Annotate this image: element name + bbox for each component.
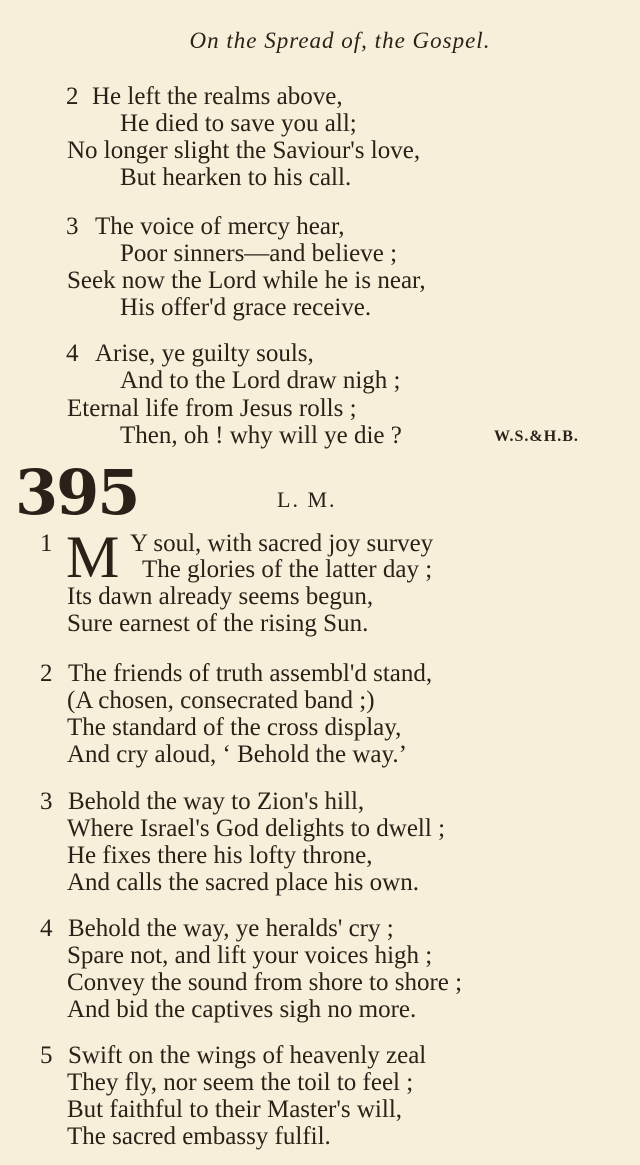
hymn-number: 395 [15,456,139,529]
stanza-number: 3 [66,213,79,240]
verse-line: Eternal life from Jesus rolls ; [67,395,357,422]
stanza-number: 5 [40,1042,53,1069]
verse-line: The standard of the cross display, [67,714,402,741]
verse-line: They fly, nor seem the toil to feel ; [67,1069,414,1096]
author-attribution: W.S.&H.B. [494,428,579,445]
verse-line: Behold the way to Zion's hill, [68,788,365,815]
stanza-number: 4 [40,915,53,942]
verse-line: Seek now the Lord while he is near, [67,267,426,294]
verse-line: Convey the sound from shore to shore ; [67,969,463,996]
verse-line: Poor sinners—and believe ; [120,240,398,267]
verse-line: And to the Lord draw nigh ; [120,367,401,394]
verse-line: The friends of truth assembl'd stand, [68,660,433,687]
verse-line: Where Israel's God delights to dwell ; [67,815,446,842]
verse-line: He fixes there his lofty throne, [67,842,373,869]
verse-line: His offer'd grace receive. [120,294,372,321]
verse-line: Then, oh ! why will ye die ? [120,422,402,449]
verse-line: He left the realms above, [92,83,343,110]
drop-cap: M [66,524,120,590]
verse-line: The glories of the latter day ; [142,556,433,583]
stanza-number: 3 [40,788,53,815]
verse-line: The voice of mercy hear, [95,213,345,240]
page-header: On the Spread of, the Gospel. [189,28,491,53]
verse-line: Its dawn already seems begun, [67,583,374,610]
verse-line: Swift on the wings of heavenly zeal [68,1042,427,1069]
verse-line: The sacred embassy fulfil. [67,1123,331,1150]
stanza-number: 1 [40,530,53,557]
verse-line: But faithful to their Master's will, [67,1096,403,1123]
verse-line: But hearken to his call. [120,164,352,191]
stanza-number: 2 [40,660,53,687]
verse-line: And cry aloud, ‘ Behold the way.’ [67,741,407,768]
stanza-number: 4 [66,340,79,367]
verse-line: (A chosen, consecrated band ;) [67,687,375,714]
verse-line: He died to save you all; [120,110,357,137]
verse-line: And calls the sacred place his own. [67,869,419,896]
verse-line: No longer slight the Saviour's love, [67,137,421,164]
verse-line: Y soul, with sacred joy survey [130,530,434,557]
hymn-meter: L. M. [277,487,337,512]
verse-line: And bid the captives sigh no more. [67,996,417,1023]
verse-line: Sure earnest of the rising Sun. [67,610,369,637]
stanza-number: 2 [66,83,79,110]
verse-line: Behold the way, ye heralds' cry ; [68,915,394,942]
verse-line: Spare not, and lift your voices high ; [67,942,433,969]
verse-line: Arise, ye guilty souls, [95,340,314,367]
